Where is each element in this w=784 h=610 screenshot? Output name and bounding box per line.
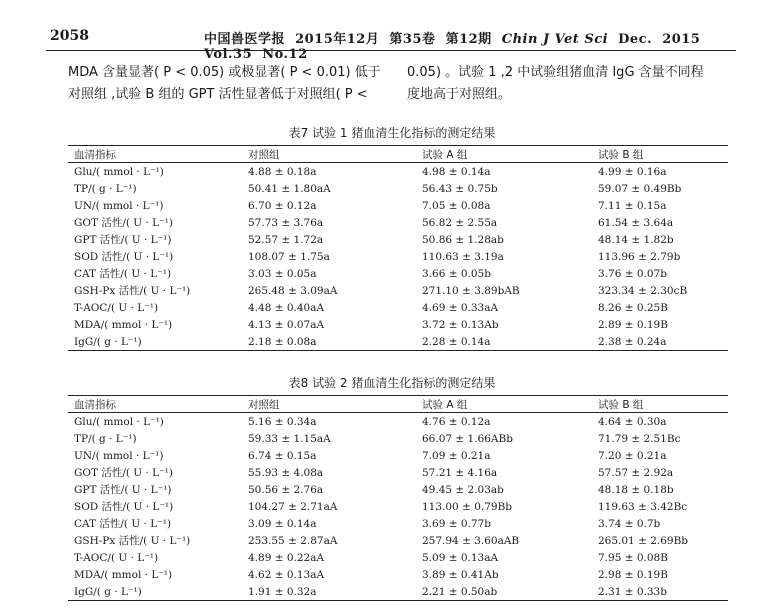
row-label-cell: SOD 活性/( U · L⁻¹) — [74, 251, 174, 263]
table-row — [68, 413, 728, 431]
table-row — [68, 265, 728, 282]
row-label-cell: SOD 活性/( U · L⁻¹) — [74, 501, 174, 513]
value-cell: 323.34 ± 2.30cB — [598, 284, 688, 297]
table7-caption: 表7 试验 1 猪血清生化指标的测定结果 — [288, 126, 496, 140]
table-row — [68, 197, 728, 214]
column-header: 对照组 — [242, 396, 416, 413]
column-header: 试验 A 组 — [416, 396, 592, 413]
value-cell: 253.55 ± 2.87aA — [248, 534, 338, 547]
table-row — [68, 532, 728, 549]
value-cell: 3.66 ± 0.05b — [422, 267, 491, 280]
table-row — [68, 299, 728, 316]
body-line: 度地高于对照组。 — [407, 87, 512, 102]
journal-name-cn: 中国兽医学报 — [204, 32, 286, 47]
value-cell: 3.89 ± 0.41Ab — [422, 568, 499, 581]
value-cell: 271.10 ± 3.89bAB — [422, 284, 520, 297]
value-cell: 7.05 ± 0.08a — [422, 199, 491, 212]
value-cell: 3.76 ± 0.07b — [598, 267, 667, 280]
value-cell: 4.98 ± 0.14a — [422, 165, 491, 178]
row-label-cell: GOT 活性/( U · L⁻¹) — [74, 217, 173, 229]
column-header: 试验 B 组 — [592, 396, 728, 413]
body-line: 0.05) 。试验 1 ,2 中试验组猪血清 IgG 含量不同程 — [407, 65, 704, 80]
value-cell: 4.89 ± 0.22aA — [248, 551, 325, 564]
table-row — [68, 566, 728, 583]
value-cell: 57.73 ± 3.76a — [248, 216, 324, 229]
value-cell: 2.31 ± 0.33b — [592, 583, 728, 601]
value-cell: 7.09 ± 0.21a — [422, 449, 491, 462]
table-row — [68, 430, 728, 447]
value-cell: 1.91 ± 0.32a — [242, 583, 416, 601]
body-text-right-column — [407, 62, 727, 106]
table-row — [68, 583, 728, 601]
value-cell: 257.94 ± 3.60aAB — [422, 534, 520, 547]
issue-en: No.12 — [262, 47, 308, 62]
column-header: 对照组 — [242, 146, 416, 163]
value-cell: 59.33 ± 1.15aA — [248, 432, 331, 445]
row-label-cell: GSH-Px 活性/( U · L⁻¹) — [74, 535, 191, 547]
row-label-cell: UN/( mmol · L⁻¹) — [74, 199, 164, 212]
value-cell: 50.56 ± 2.76a — [248, 483, 324, 496]
table-row — [68, 481, 728, 498]
value-cell: 3.74 ± 0.7b — [598, 517, 661, 530]
value-cell: 3.03 ± 0.05a — [248, 267, 317, 280]
row-label-cell: Glu/( mmol · L⁻¹) — [74, 165, 164, 178]
column-header: 试验 A 组 — [416, 146, 592, 163]
value-cell: 48.14 ± 1.82b — [598, 233, 674, 246]
value-cell: 2.38 ± 0.24a — [592, 333, 728, 351]
volume-en: Vol.35 — [204, 47, 253, 62]
table-row — [68, 549, 728, 566]
value-cell: 57.21 ± 4.16a — [422, 466, 498, 479]
value-cell: 3.72 ± 0.13Ab — [422, 318, 499, 331]
value-cell: 4.88 ± 0.18a — [248, 165, 317, 178]
month-en: Dec. — [618, 32, 653, 47]
value-cell: 48.18 ± 0.18b — [598, 483, 674, 496]
value-cell: 7.11 ± 0.15a — [598, 199, 667, 212]
value-cell: 265.48 ± 3.09aA — [248, 284, 338, 297]
row-label-cell: TP/( g · L⁻¹) — [74, 432, 137, 445]
value-cell: 50.41 ± 1.80aA — [248, 182, 331, 195]
table-row — [68, 316, 728, 333]
issue-cn: 第12期 — [445, 32, 492, 47]
table7 — [68, 145, 728, 351]
value-cell: 49.45 ± 2.03ab — [422, 483, 504, 496]
value-cell: 59.07 ± 0.49Bb — [598, 182, 682, 195]
row-label-cell: CAT 活性/( U · L⁻¹) — [74, 518, 172, 530]
value-cell: 4.62 ± 0.13aA — [248, 568, 325, 581]
value-cell: 4.76 ± 0.12a — [422, 415, 491, 428]
value-cell: 56.43 ± 0.75b — [422, 182, 498, 195]
row-label-cell: GSH-Px 活性/( U · L⁻¹) — [74, 285, 191, 297]
value-cell: 2.28 ± 0.14a — [416, 333, 592, 351]
table-row — [68, 333, 728, 351]
table-row — [68, 498, 728, 515]
row-label-cell: TP/( g · L⁻¹) — [74, 182, 137, 195]
row-label-cell: Glu/( mmol · L⁻¹) — [74, 415, 164, 428]
table-row — [68, 282, 728, 299]
table-row — [68, 214, 728, 231]
table-row — [68, 447, 728, 464]
table-row — [68, 464, 728, 481]
table-row — [68, 248, 728, 265]
volume-cn: 第35卷 — [389, 32, 436, 47]
table-row — [68, 515, 728, 532]
value-cell: 6.70 ± 0.12a — [248, 199, 317, 212]
row-label-cell: MDA/( mmol · L⁻¹) — [74, 568, 173, 581]
row-label-cell: CAT 活性/( U · L⁻¹) — [74, 268, 172, 280]
value-cell: 8.26 ± 0.25B — [598, 301, 668, 314]
column-header: 血清指标 — [68, 396, 242, 413]
value-cell: 4.64 ± 0.30a — [598, 415, 667, 428]
value-cell: 2.18 ± 0.08a — [242, 333, 416, 351]
row-label-cell: UN/( mmol · L⁻¹) — [74, 449, 164, 462]
value-cell: 7.20 ± 0.21a — [598, 449, 667, 462]
value-cell: 4.99 ± 0.16a — [598, 165, 667, 178]
table-row — [68, 163, 728, 181]
value-cell: 265.01 ± 2.69Bb — [598, 534, 689, 547]
value-cell: 55.93 ± 4.08a — [248, 466, 324, 479]
value-cell: 2.89 ± 0.19B — [598, 318, 668, 331]
value-cell: 5.16 ± 0.34a — [248, 415, 317, 428]
value-cell: 50.86 ± 1.28ab — [422, 233, 504, 246]
row-label-cell: T-AOC/( U · L⁻¹) — [74, 551, 159, 564]
value-cell: 113.00 ± 0.79Bb — [422, 500, 513, 513]
value-cell: 110.63 ± 3.19a — [422, 250, 504, 263]
value-cell: 61.54 ± 3.64a — [598, 216, 674, 229]
value-cell: 52.57 ± 1.72a — [248, 233, 324, 246]
table-row — [68, 231, 728, 248]
header-rule — [46, 50, 736, 51]
row-label-cell: GPT 活性/( U · L⁻¹) — [74, 234, 172, 246]
value-cell: 2.98 ± 0.19B — [598, 568, 668, 581]
body-line: MDA 含量显著( P < 0.05) 或极显著( P < 0.01) 低于 — [68, 65, 381, 80]
table8 — [68, 395, 728, 601]
row-label-cell: GPT 活性/( U · L⁻¹) — [74, 484, 172, 496]
value-cell: 104.27 ± 2.71aA — [248, 500, 338, 513]
body-text-left-column — [68, 62, 383, 106]
row-label-cell: IgG/( g · L⁻¹) — [68, 333, 242, 351]
table-header-row — [68, 146, 728, 163]
column-header: 试验 B 组 — [592, 146, 728, 163]
value-cell: 3.09 ± 0.14a — [248, 517, 317, 530]
body-line: 对照组 ,试验 B 组的 GPT 活性显著低于对照组( P < — [68, 87, 368, 102]
value-cell: 7.95 ± 0.08B — [598, 551, 668, 564]
value-cell: 57.57 ± 2.92a — [598, 466, 674, 479]
year-en: 2015 — [662, 32, 701, 47]
running-header — [46, 26, 736, 62]
row-label-cell: IgG/( g · L⁻¹) — [68, 583, 242, 601]
value-cell: 3.69 ± 0.77b — [422, 517, 491, 530]
journal-line — [204, 28, 736, 62]
row-label-cell: MDA/( mmol · L⁻¹) — [74, 318, 173, 331]
date-cn: 2015年12月 — [295, 32, 380, 47]
value-cell: 5.09 ± 0.13aA — [422, 551, 499, 564]
column-header: 血清指标 — [68, 146, 242, 163]
value-cell: 56.82 ± 2.55a — [422, 216, 498, 229]
row-label-cell: T-AOC/( U · L⁻¹) — [74, 301, 159, 314]
value-cell: 108.07 ± 1.75a — [248, 250, 330, 263]
value-cell: 119.63 ± 3.42Bc — [598, 500, 688, 513]
value-cell: 4.48 ± 0.40aA — [248, 301, 325, 314]
table8-caption: 表8 试验 2 猪血清生化指标的测定结果 — [288, 376, 496, 390]
value-cell: 113.96 ± 2.79b — [598, 250, 681, 263]
row-label-cell: GOT 活性/( U · L⁻¹) — [74, 467, 173, 479]
value-cell: 6.74 ± 0.15a — [248, 449, 317, 462]
value-cell: 66.07 ± 1.66ABb — [422, 432, 513, 445]
table-row — [68, 180, 728, 197]
journal-name-en: Chin J Vet Sci — [501, 32, 609, 47]
value-cell: 4.13 ± 0.07aA — [248, 318, 325, 331]
page-number: 2058 — [50, 28, 89, 44]
table-header-row — [68, 396, 728, 413]
value-cell: 2.21 ± 0.50ab — [416, 583, 592, 601]
value-cell: 4.69 ± 0.33aA — [422, 301, 499, 314]
value-cell: 71.79 ± 2.51Bc — [598, 432, 681, 445]
